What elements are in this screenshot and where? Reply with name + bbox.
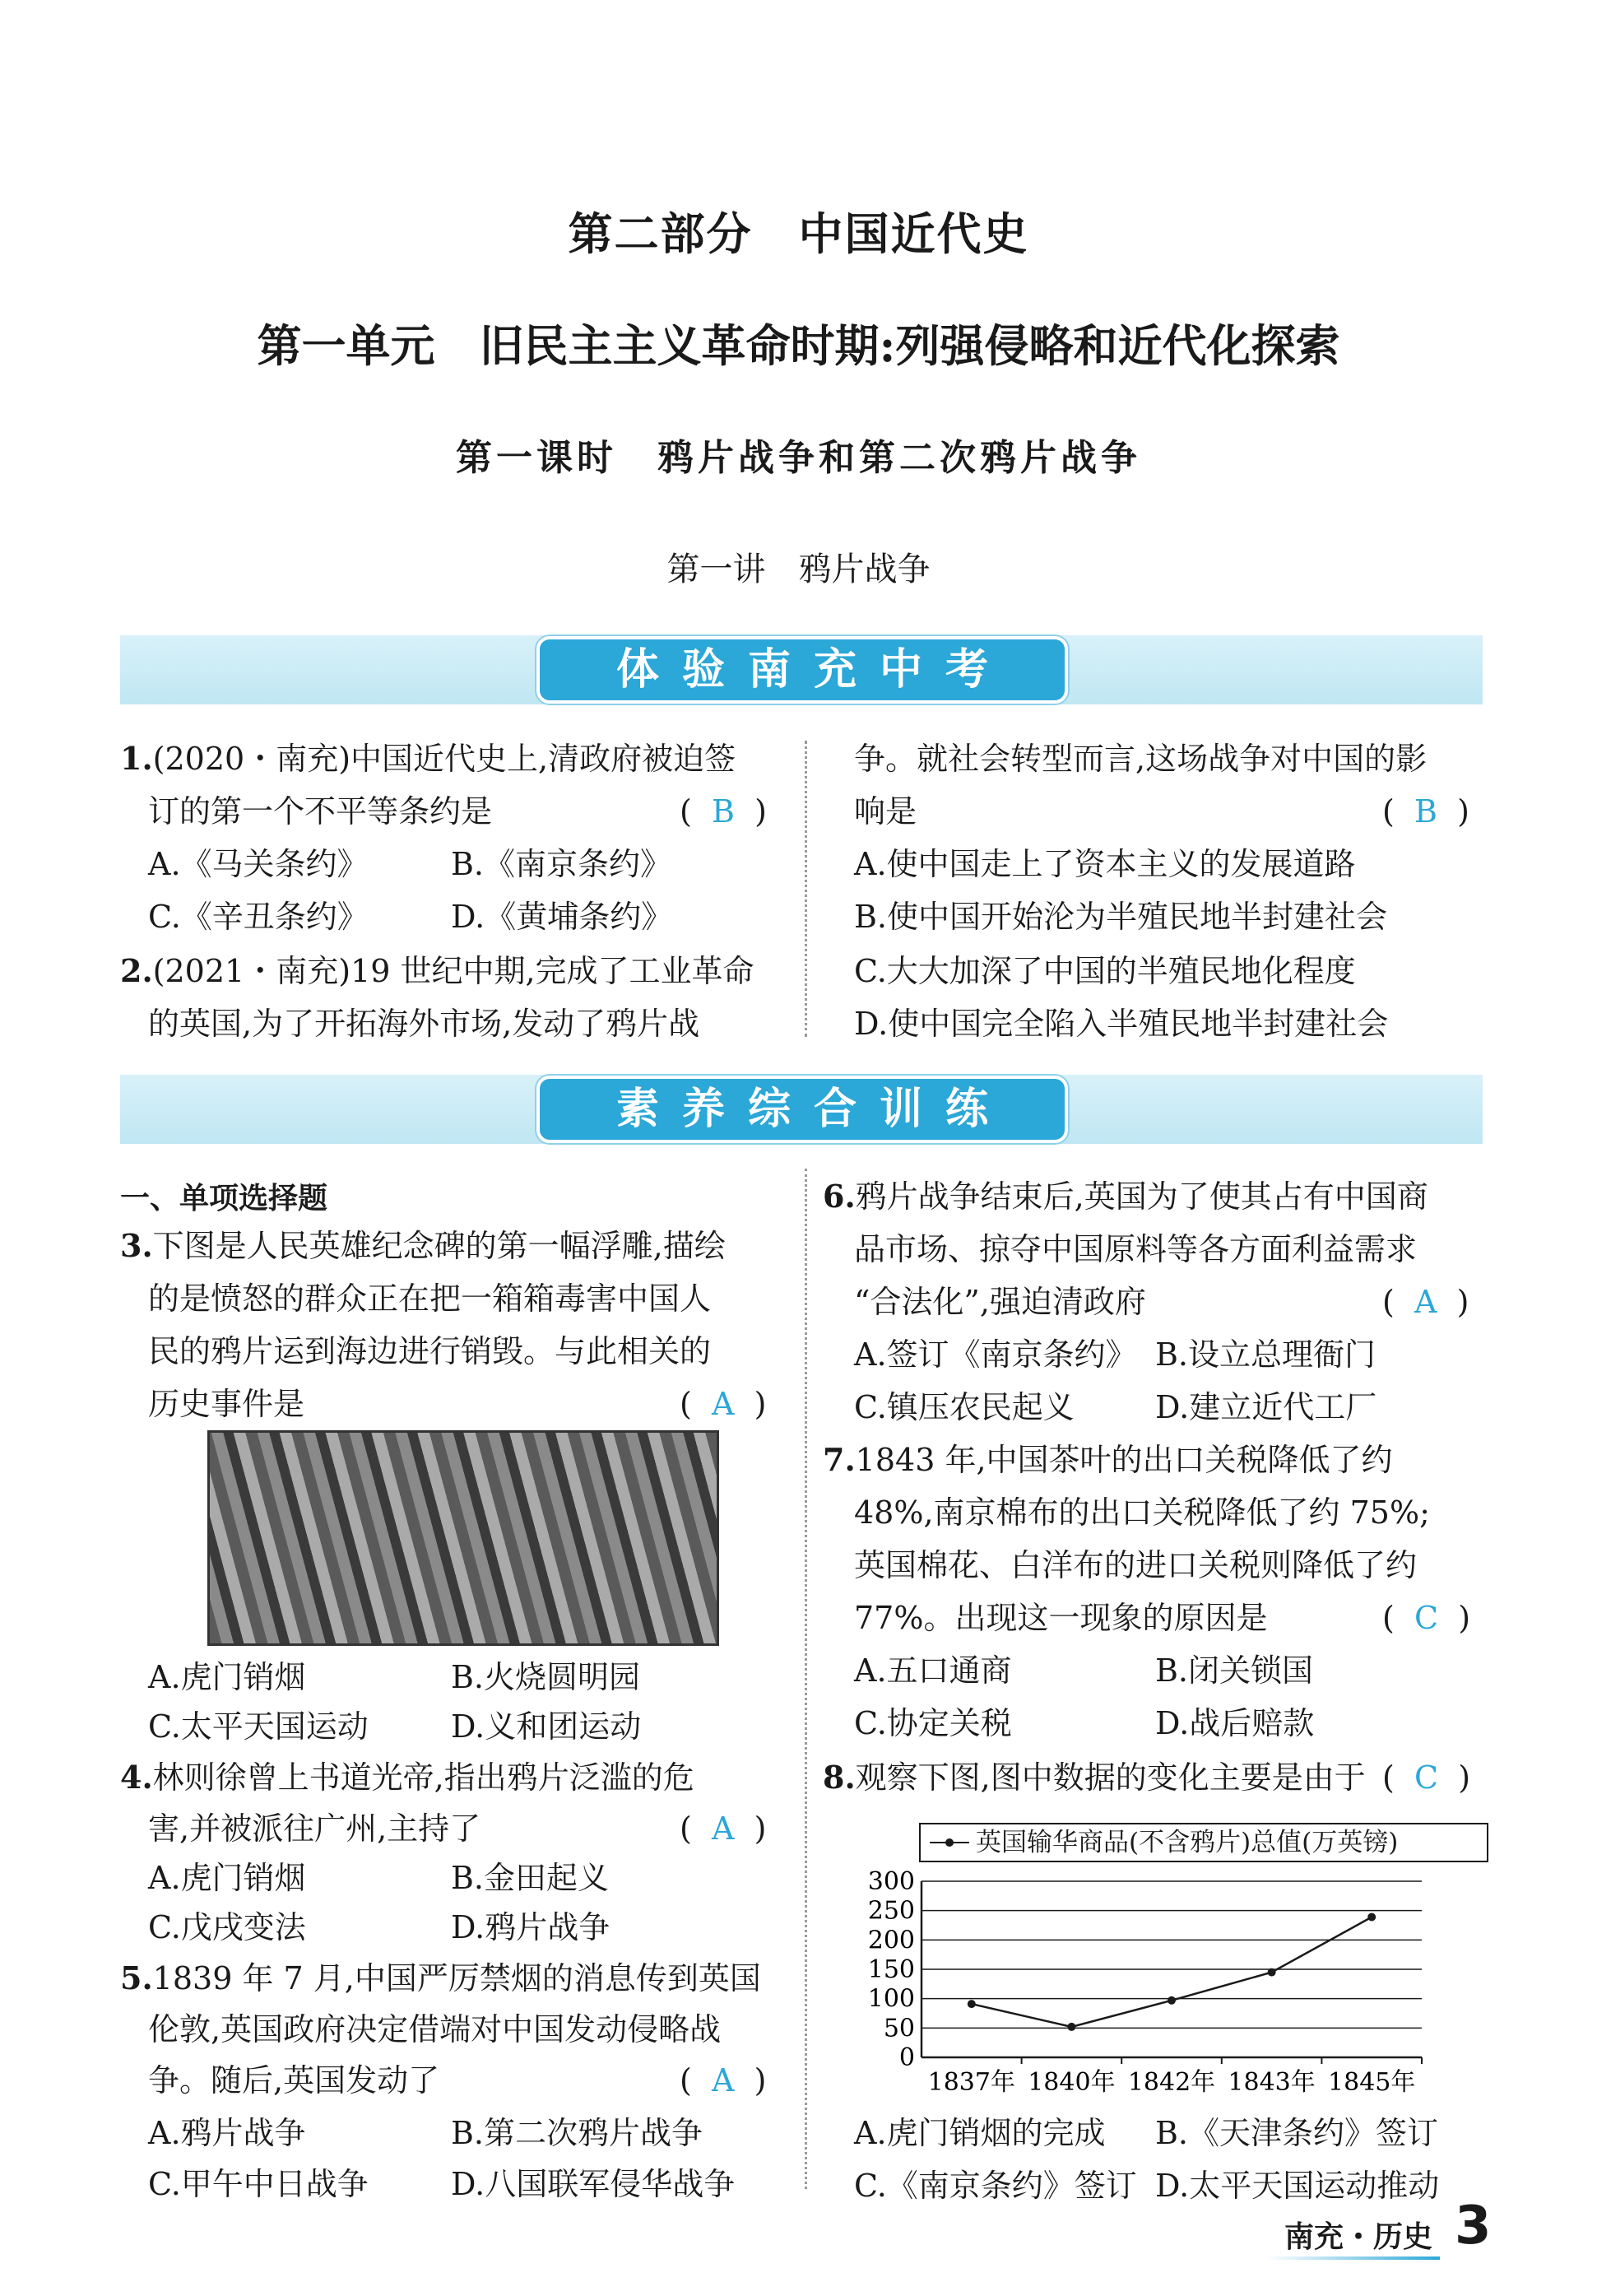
chart-legend-label: 英国输华商品(不含鸦片)总值(万英镑) — [976, 1828, 1399, 1857]
q4-answer: ( A ) — [680, 1810, 767, 1847]
q3-line1: 3.下图是人民英雄纪念碑的第一幅浮雕,描绘 — [120, 1227, 726, 1264]
q6-answer: ( A ) — [1382, 1284, 1469, 1320]
x-tick-label: 1845年 — [1328, 2068, 1416, 2097]
q4-option-c: C.戊戌变法 — [148, 1909, 306, 1945]
column-divider-top — [805, 741, 807, 1037]
q6-option-b: B.设立总理衙门 — [1155, 1336, 1376, 1373]
x-tick-label: 1843年 — [1228, 2068, 1316, 2097]
q4-line1: 4.林则徐曾上书道光帝,指出鸦片泛滥的危 — [120, 1759, 694, 1796]
q5-option-d: D.八国联军侵华战争 — [451, 2166, 736, 2202]
q3-option-d: D.义和团运动 — [451, 1708, 642, 1745]
q1-number: 1. — [120, 740, 153, 777]
export-value-line-chart — [847, 1810, 1489, 2107]
y-tick-label: 200 — [867, 1926, 915, 1955]
q3-option-c: C.太平天国运动 — [148, 1708, 369, 1745]
q5-answer: ( A ) — [680, 2062, 767, 2098]
y-tick-label: 250 — [867, 1896, 915, 1926]
q2-option-d: D.使中国完全陷入半殖民地半封建社会 — [854, 1006, 1389, 1042]
q3-line2: 的是愤怒的群众正在把一箱箱毒害中国人 — [148, 1280, 712, 1317]
q2-line3: 争。就社会转型而言,这场战争对中国的影 — [854, 741, 1428, 777]
q8-line1: 8.观察下图,图中数据的变化主要是由于 — [823, 1759, 1366, 1796]
q1-option-c: C.《辛丑条约》 — [148, 899, 369, 935]
y-tick-label: 50 — [883, 2014, 915, 2043]
q1-line1: 1.(2020・南充)中国近代史上,清政府被迫签 — [120, 740, 736, 777]
q5-line3: 争。随后,英国发动了 — [148, 2062, 440, 2098]
q2-answer: ( B ) — [1382, 793, 1469, 830]
q2-option-b: B.使中国开始沦为半殖民地半封建社会 — [854, 899, 1388, 935]
q3-option-a: A.虎门销烟 — [148, 1659, 306, 1695]
q7-line1: 7.1843 年,中国茶叶的出口关税降低了约 — [823, 1441, 1393, 1478]
q8-option-c: C.《南京条约》签订 — [854, 2168, 1137, 2204]
q7-number: 7. — [823, 1441, 856, 1478]
column-divider-bottom — [805, 1169, 807, 2189]
q8-option-b: B.《天津条约》签订 — [1155, 2115, 1439, 2151]
q7-option-c: C.协定关税 — [854, 1705, 1012, 1741]
q4-option-d: D.鸦片战争 — [451, 1909, 610, 1945]
legend-point-marker — [945, 1838, 954, 1847]
page-number: 3 — [1455, 2196, 1492, 2256]
q2-option-a: A.使中国走上了资本主义的发展道路 — [854, 846, 1356, 882]
section-title-training: 素养综合训练 — [536, 1076, 1068, 1143]
lecture-title: 第一讲 鸦片战争 — [666, 551, 931, 588]
unit-title: 第一单元 旧民主主义革命时期:列强侵略和近代化探索 — [257, 319, 1340, 372]
q2-line4: 响是 — [854, 793, 917, 830]
footer-label: 南充・历史 — [1284, 2220, 1432, 2254]
q8-option-a: A.虎门销烟的完成 — [854, 2115, 1106, 2151]
q8-option-d: D.太平天国运动推动 — [1155, 2168, 1440, 2204]
part-title: 第二部分 中国近代史 — [568, 208, 1029, 260]
q6-option-a: A.签订《南京条约》 — [854, 1336, 1137, 1373]
q3-line4: 历史事件是 — [148, 1386, 305, 1422]
q6-line2: 品市场、掠夺中国原料等各方面利益需求 — [854, 1231, 1418, 1267]
data-point — [1367, 1913, 1376, 1922]
q1-answer: ( B ) — [680, 793, 767, 830]
q4-number: 4. — [120, 1759, 153, 1796]
q1-line2: 订的第一个不平等条约是 — [148, 793, 493, 830]
q2-line1: 2.(2021・南充)19 世纪中期,完成了工业革命 — [120, 952, 754, 989]
q7-option-d: D.战后赔款 — [1155, 1705, 1315, 1741]
q5-option-a: A.鸦片战争 — [148, 2115, 306, 2151]
data-point — [1268, 1968, 1276, 1977]
y-tick-label: 300 — [867, 1867, 915, 1896]
q5-option-c: C.甲午中日战争 — [148, 2166, 369, 2202]
section-title-exam: 体验南充中考 — [536, 636, 1068, 704]
x-tick-label: 1840年 — [1028, 2068, 1116, 2097]
q2-option-c: C.大大加深了中国的半殖民地化程度 — [854, 953, 1356, 989]
q3-answer: ( A ) — [680, 1386, 767, 1422]
single-choice-heading: 一、单项选择题 — [120, 1182, 328, 1215]
q7-line3: 英国棉花、白洋布的进口关税则降低了约 — [854, 1547, 1418, 1583]
q8-number: 8. — [823, 1759, 856, 1796]
monument-relief-image — [207, 1430, 719, 1646]
data-point — [1168, 1996, 1176, 2005]
q8-answer: ( C ) — [1382, 1759, 1471, 1796]
q6-line3: “合法化”,强迫清政府 — [854, 1284, 1146, 1320]
q6-line1: 6.鸦片战争结束后,英国为了使其占有中国商 — [823, 1178, 1428, 1215]
y-tick-label: 150 — [867, 1955, 915, 1984]
q4-option-a: A.虎门销烟 — [148, 1860, 306, 1896]
q1-option-a: A.《马关条约》 — [148, 846, 369, 882]
x-tick-label: 1837年 — [927, 2068, 1015, 2097]
data-point — [1067, 2023, 1075, 2031]
q2-number: 2. — [120, 952, 153, 989]
q5-option-b: B.第二次鸦片战争 — [451, 2115, 703, 2151]
q7-line4: 77%。出现这一现象的原因是 — [854, 1600, 1268, 1636]
q3-option-b: B.火烧圆明园 — [451, 1659, 641, 1695]
q5-line1: 5.1839 年 7 月,中国严厉禁烟的消息传到英国 — [120, 1959, 761, 1996]
q3-line3: 民的鸦片运到海边进行销毁。与此相关的 — [148, 1333, 712, 1369]
lesson-title: 第一课时 鸦片战争和第二次鸦片战争 — [456, 437, 1141, 479]
q4-option-b: B.金田起义 — [451, 1860, 610, 1896]
q6-number: 6. — [823, 1178, 856, 1215]
q7-option-a: A.五口通商 — [854, 1652, 1012, 1689]
q7-answer: ( C ) — [1382, 1600, 1471, 1636]
q2-line2: 的英国,为了开拓海外市场,发动了鸦片战 — [148, 1006, 700, 1042]
q7-line2: 48%,南京棉布的出口关税降低了约 75%; — [854, 1494, 1430, 1531]
q6-option-d: D.建立近代工厂 — [1155, 1389, 1377, 1425]
y-tick-label: 100 — [867, 1984, 915, 2014]
data-point — [968, 2000, 976, 2008]
q4-line2: 害,并被派往广州,主持了 — [148, 1810, 481, 1847]
footer-underline — [1267, 2256, 1440, 2260]
q1-option-d: D.《黄埔条约》 — [451, 899, 673, 935]
q3-number: 3. — [120, 1227, 153, 1264]
x-tick-label: 1842年 — [1127, 2068, 1216, 2097]
series-line — [972, 1917, 1372, 2027]
q6-option-c: C.镇压农民起义 — [854, 1389, 1075, 1425]
q1-option-b: B.《南京条约》 — [451, 846, 672, 882]
q5-line2: 伦敦,英国政府决定借端对中国发动侵略战 — [148, 2011, 722, 2047]
q7-option-b: B.闭关锁国 — [1155, 1652, 1314, 1689]
y-tick-label: 0 — [898, 2043, 915, 2072]
q5-number: 5. — [120, 1959, 153, 1996]
